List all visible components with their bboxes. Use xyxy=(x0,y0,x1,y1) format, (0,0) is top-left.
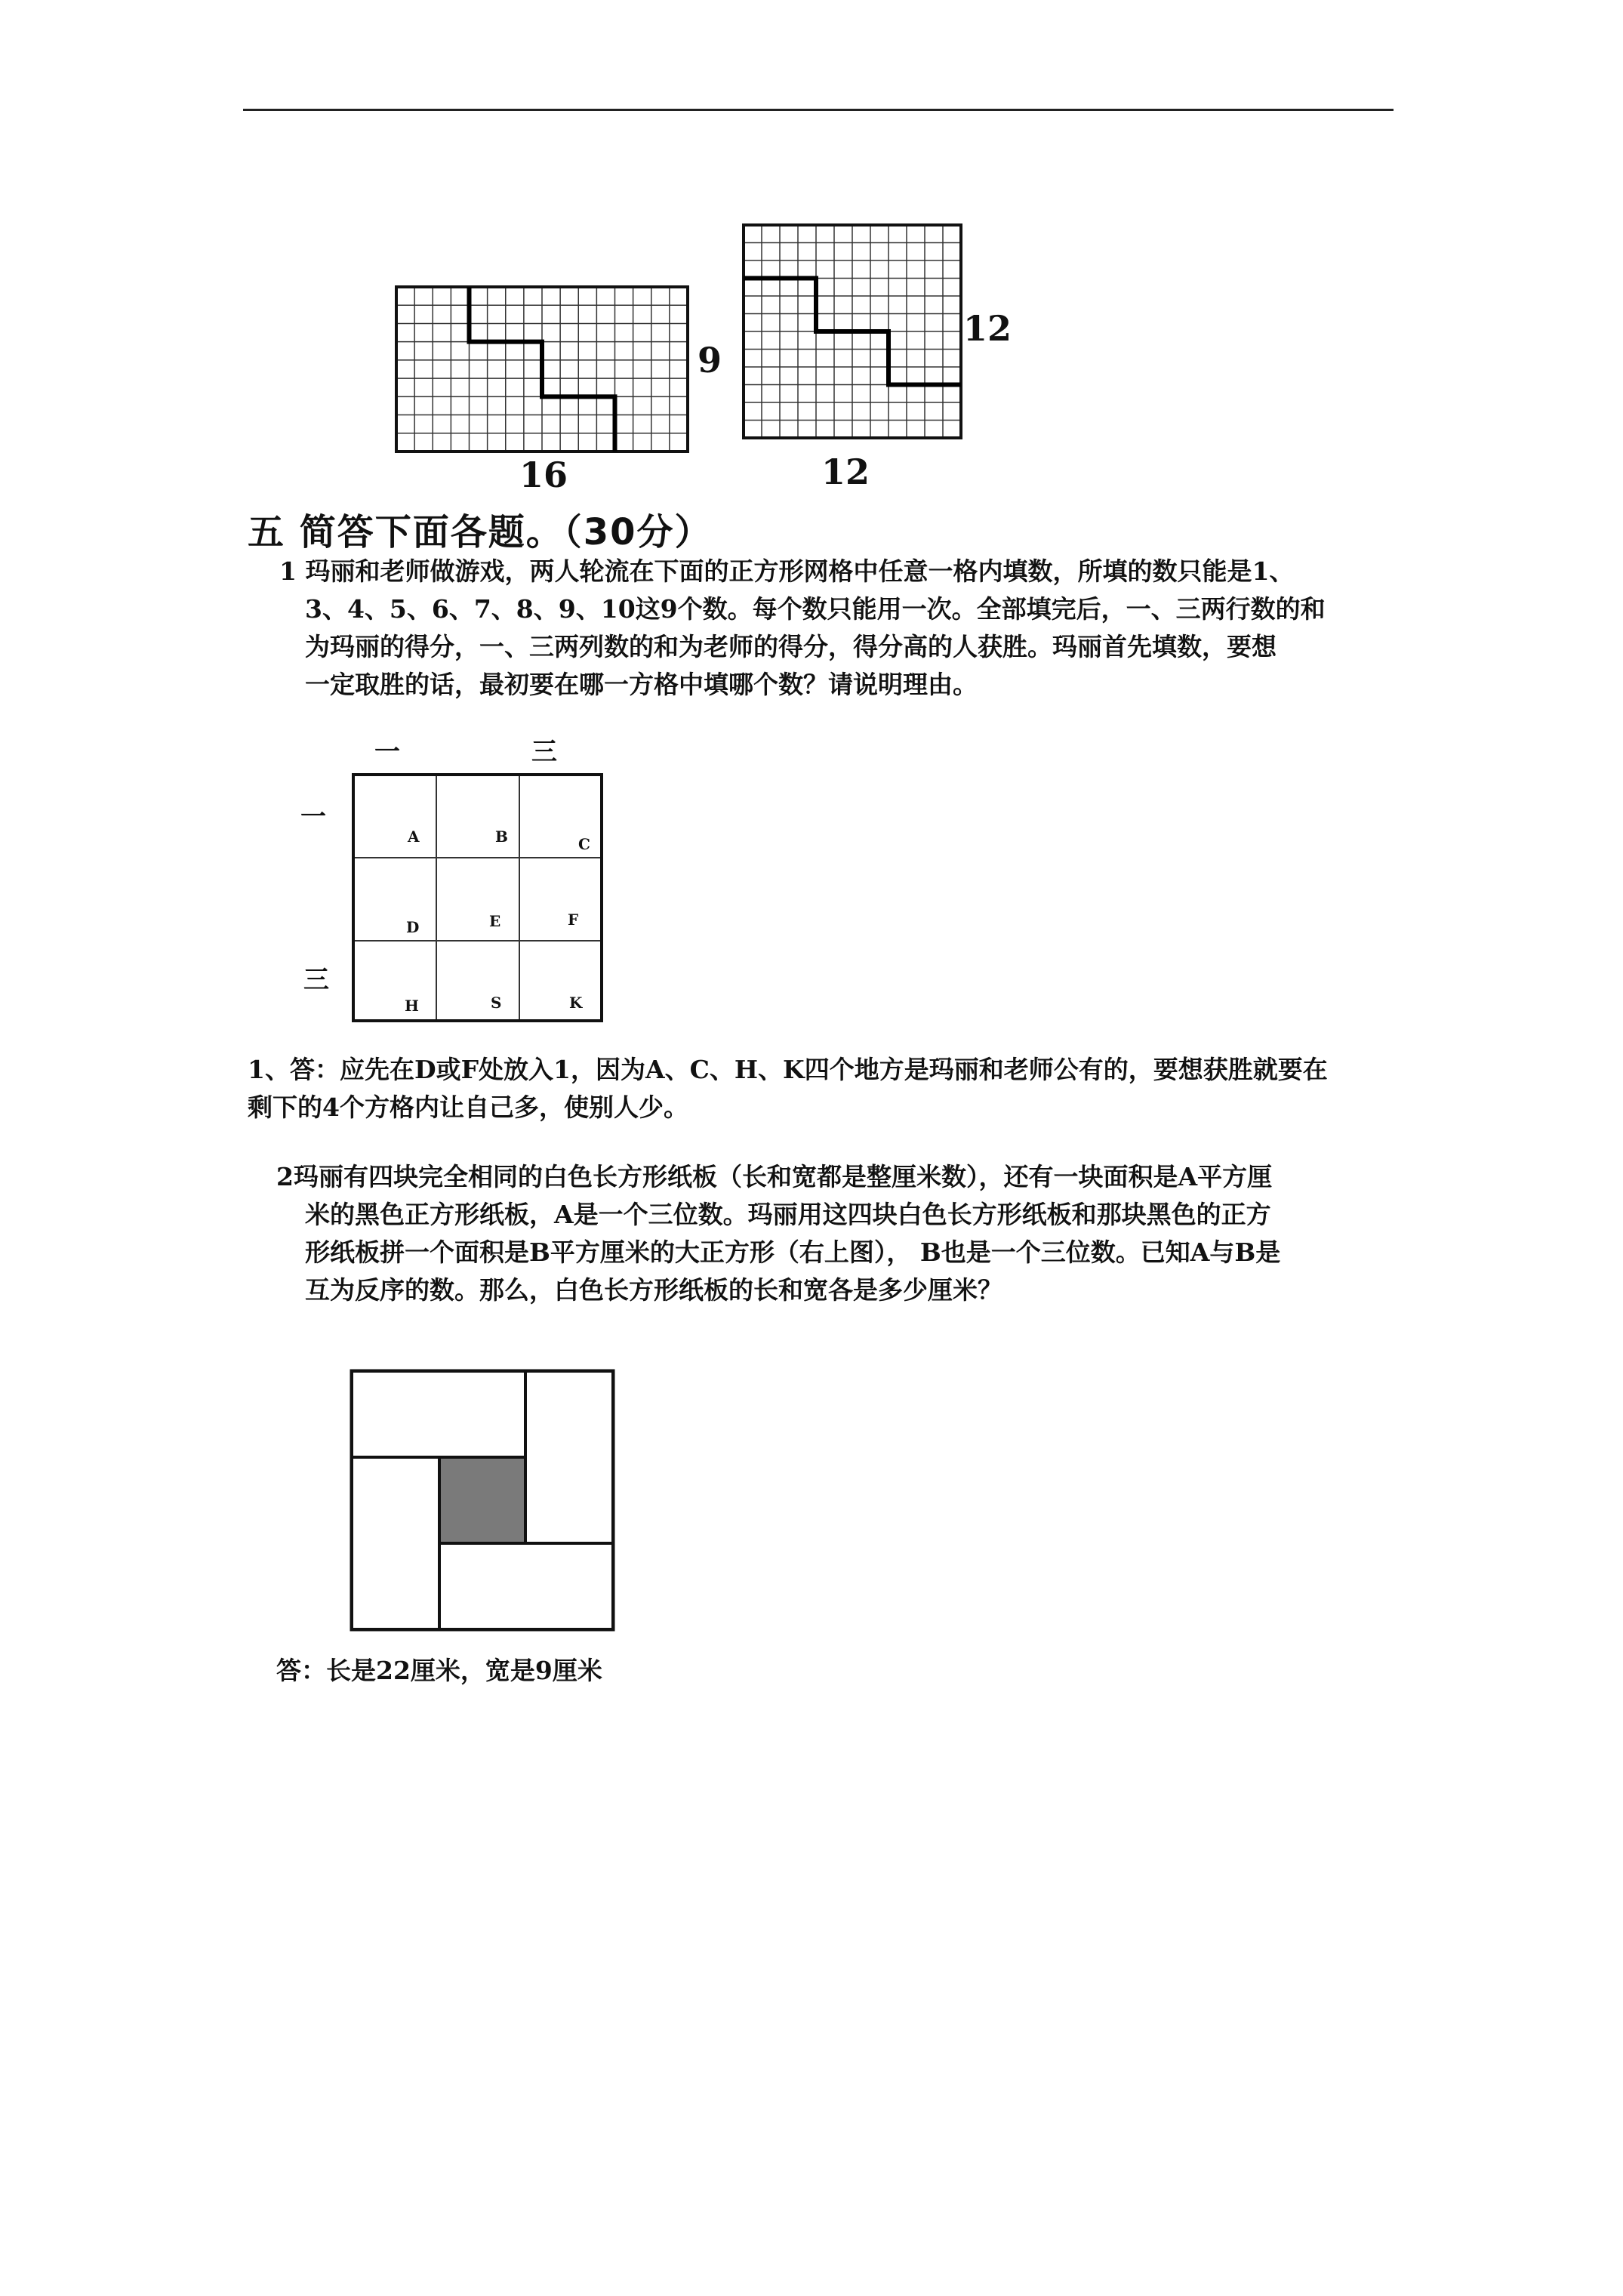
cell-E: E xyxy=(489,912,501,930)
grid-left-width-label: 16 xyxy=(519,455,568,495)
row-header-3: 三 xyxy=(303,965,329,995)
q1-line: 3、4、5、6、7、8、9、10这9个数。每个数只能用一次。全部填完后，一、三两行数的和 xyxy=(305,594,1326,624)
cell-A: A xyxy=(408,827,420,846)
q2-line: 互为反序的数。那么，白色长方形纸板的长和宽各是多少厘米？ xyxy=(305,1275,1002,1305)
white-rect-right xyxy=(525,1371,613,1543)
section-title: 五 简答下面各题。（30分） xyxy=(248,511,713,553)
q2-answer: 答：长是22厘米，宽是9厘米 xyxy=(276,1656,602,1685)
q1-answer-line: 剩下的4个方格内让自己多，使别人少。 xyxy=(248,1093,688,1122)
q1-line: 1 玛丽和老师做游戏，两人轮流在下面的正方形网格中任意一格内填数，所填的数只能是1、 xyxy=(279,556,1295,586)
q1-grid-table xyxy=(352,773,603,1022)
cell-H: H xyxy=(405,997,419,1015)
header-rule xyxy=(243,109,1394,111)
q1-text xyxy=(279,553,1326,704)
q1-answer-line: 1、答：应先在D或F处放入1，因为A、C、H、K四个地方是玛丽和老师公有的，要想获胜就要在 xyxy=(248,1055,1328,1084)
cell-C: C xyxy=(578,835,590,853)
grid-16x9 xyxy=(396,287,688,451)
cell-D: D xyxy=(406,918,420,936)
col-header-3: 三 xyxy=(531,737,557,767)
q1-answer xyxy=(248,1051,1328,1126)
grid-right-width-label: 12 xyxy=(821,451,870,492)
white-rect-left xyxy=(352,1457,439,1629)
cell-B: B xyxy=(495,827,508,846)
cell-S: S xyxy=(491,994,502,1012)
q2-line: 米的黑色正方形纸板，A是一个三位数。玛丽用这四块白色长方形纸板和那块黑色的正方 xyxy=(305,1200,1271,1229)
q2-line: 2玛丽有四块完全相同的白色长方形纸板（长和宽都是整厘米数），还有一块面积是A平方厘 xyxy=(276,1162,1273,1191)
q1-grid-lines xyxy=(355,776,600,1019)
white-rect-top xyxy=(352,1371,525,1457)
row-header-1: 一 xyxy=(300,802,326,832)
cell-K: K xyxy=(569,994,583,1012)
pinwheel-square-figure xyxy=(349,1368,617,1634)
q1-line: 为玛丽的得分，一、三两列数的和为老师的得分，得分高的人获胜。玛丽首先填数，要想 xyxy=(305,632,1277,661)
grid-12x12 xyxy=(744,225,961,438)
q2-line: 形纸板拼一个面积是B平方厘米的大正方形（右上图）， B也是一个三位数。已知A与B是 xyxy=(305,1237,1281,1267)
cell-F: F xyxy=(568,911,579,929)
q2-text xyxy=(276,1158,1280,1309)
q1-line: 一定取胜的话，最初要在哪一方格中填哪个数？请说明理由。 xyxy=(305,670,978,699)
grid-right-height-label: 12 xyxy=(963,308,1012,349)
col-header-1: 一 xyxy=(374,737,400,767)
white-rect-bottom xyxy=(439,1543,613,1629)
grid-left-height-label: 9 xyxy=(698,340,722,381)
black-square xyxy=(439,1457,525,1543)
